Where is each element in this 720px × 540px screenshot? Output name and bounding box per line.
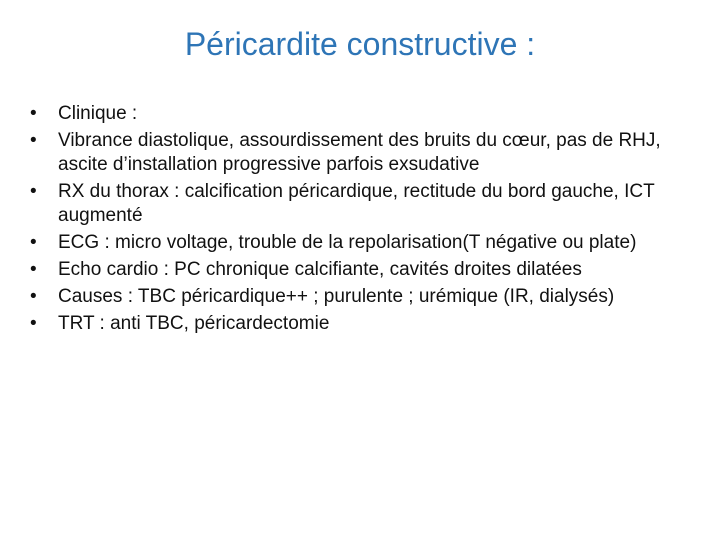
bullet-text: Causes : TBC péricardique++ ; purulente ; urémique (IR, dialysés) xyxy=(58,286,615,307)
bullet-icon: • xyxy=(30,130,37,151)
bullet-icon: • xyxy=(30,232,37,253)
bullet-icon: • xyxy=(30,181,37,202)
bullet-text: RX du thorax : calcification péricardique, rectitude du bord gauche, ICT augmenté xyxy=(58,181,655,226)
bullet-icon: • xyxy=(30,259,37,280)
bullet-list xyxy=(30,102,680,339)
bullet-text: Vibrance diastolique, assourdissement des bruits du cœur, pas de RHJ, ascite d’installation progressive parfois exsudative xyxy=(58,130,661,175)
bullet-item-clinique xyxy=(30,102,680,126)
bullet-icon: • xyxy=(30,286,37,307)
bullet-icon: • xyxy=(30,103,37,124)
bullet-text: ECG : micro voltage, trouble de la repolarisation(T négative ou plate) xyxy=(58,232,637,253)
bullet-item-rx-thorax xyxy=(30,180,680,228)
bullet-item-ecg xyxy=(30,231,680,255)
bullet-item-echo-cardio xyxy=(30,258,680,282)
bullet-item-signes xyxy=(30,129,680,177)
bullet-text: TRT : anti TBC, péricardectomie xyxy=(58,313,330,334)
bullet-item-causes xyxy=(30,285,680,309)
bullet-text: Clinique : xyxy=(58,103,138,124)
bullet-item-traitement xyxy=(30,312,680,336)
bullet-text: Echo cardio : PC chronique calcifiante, cavités droites dilatées xyxy=(58,259,582,280)
bullet-icon: • xyxy=(30,313,37,334)
slide-title: Péricardite constructive : xyxy=(184,26,536,62)
